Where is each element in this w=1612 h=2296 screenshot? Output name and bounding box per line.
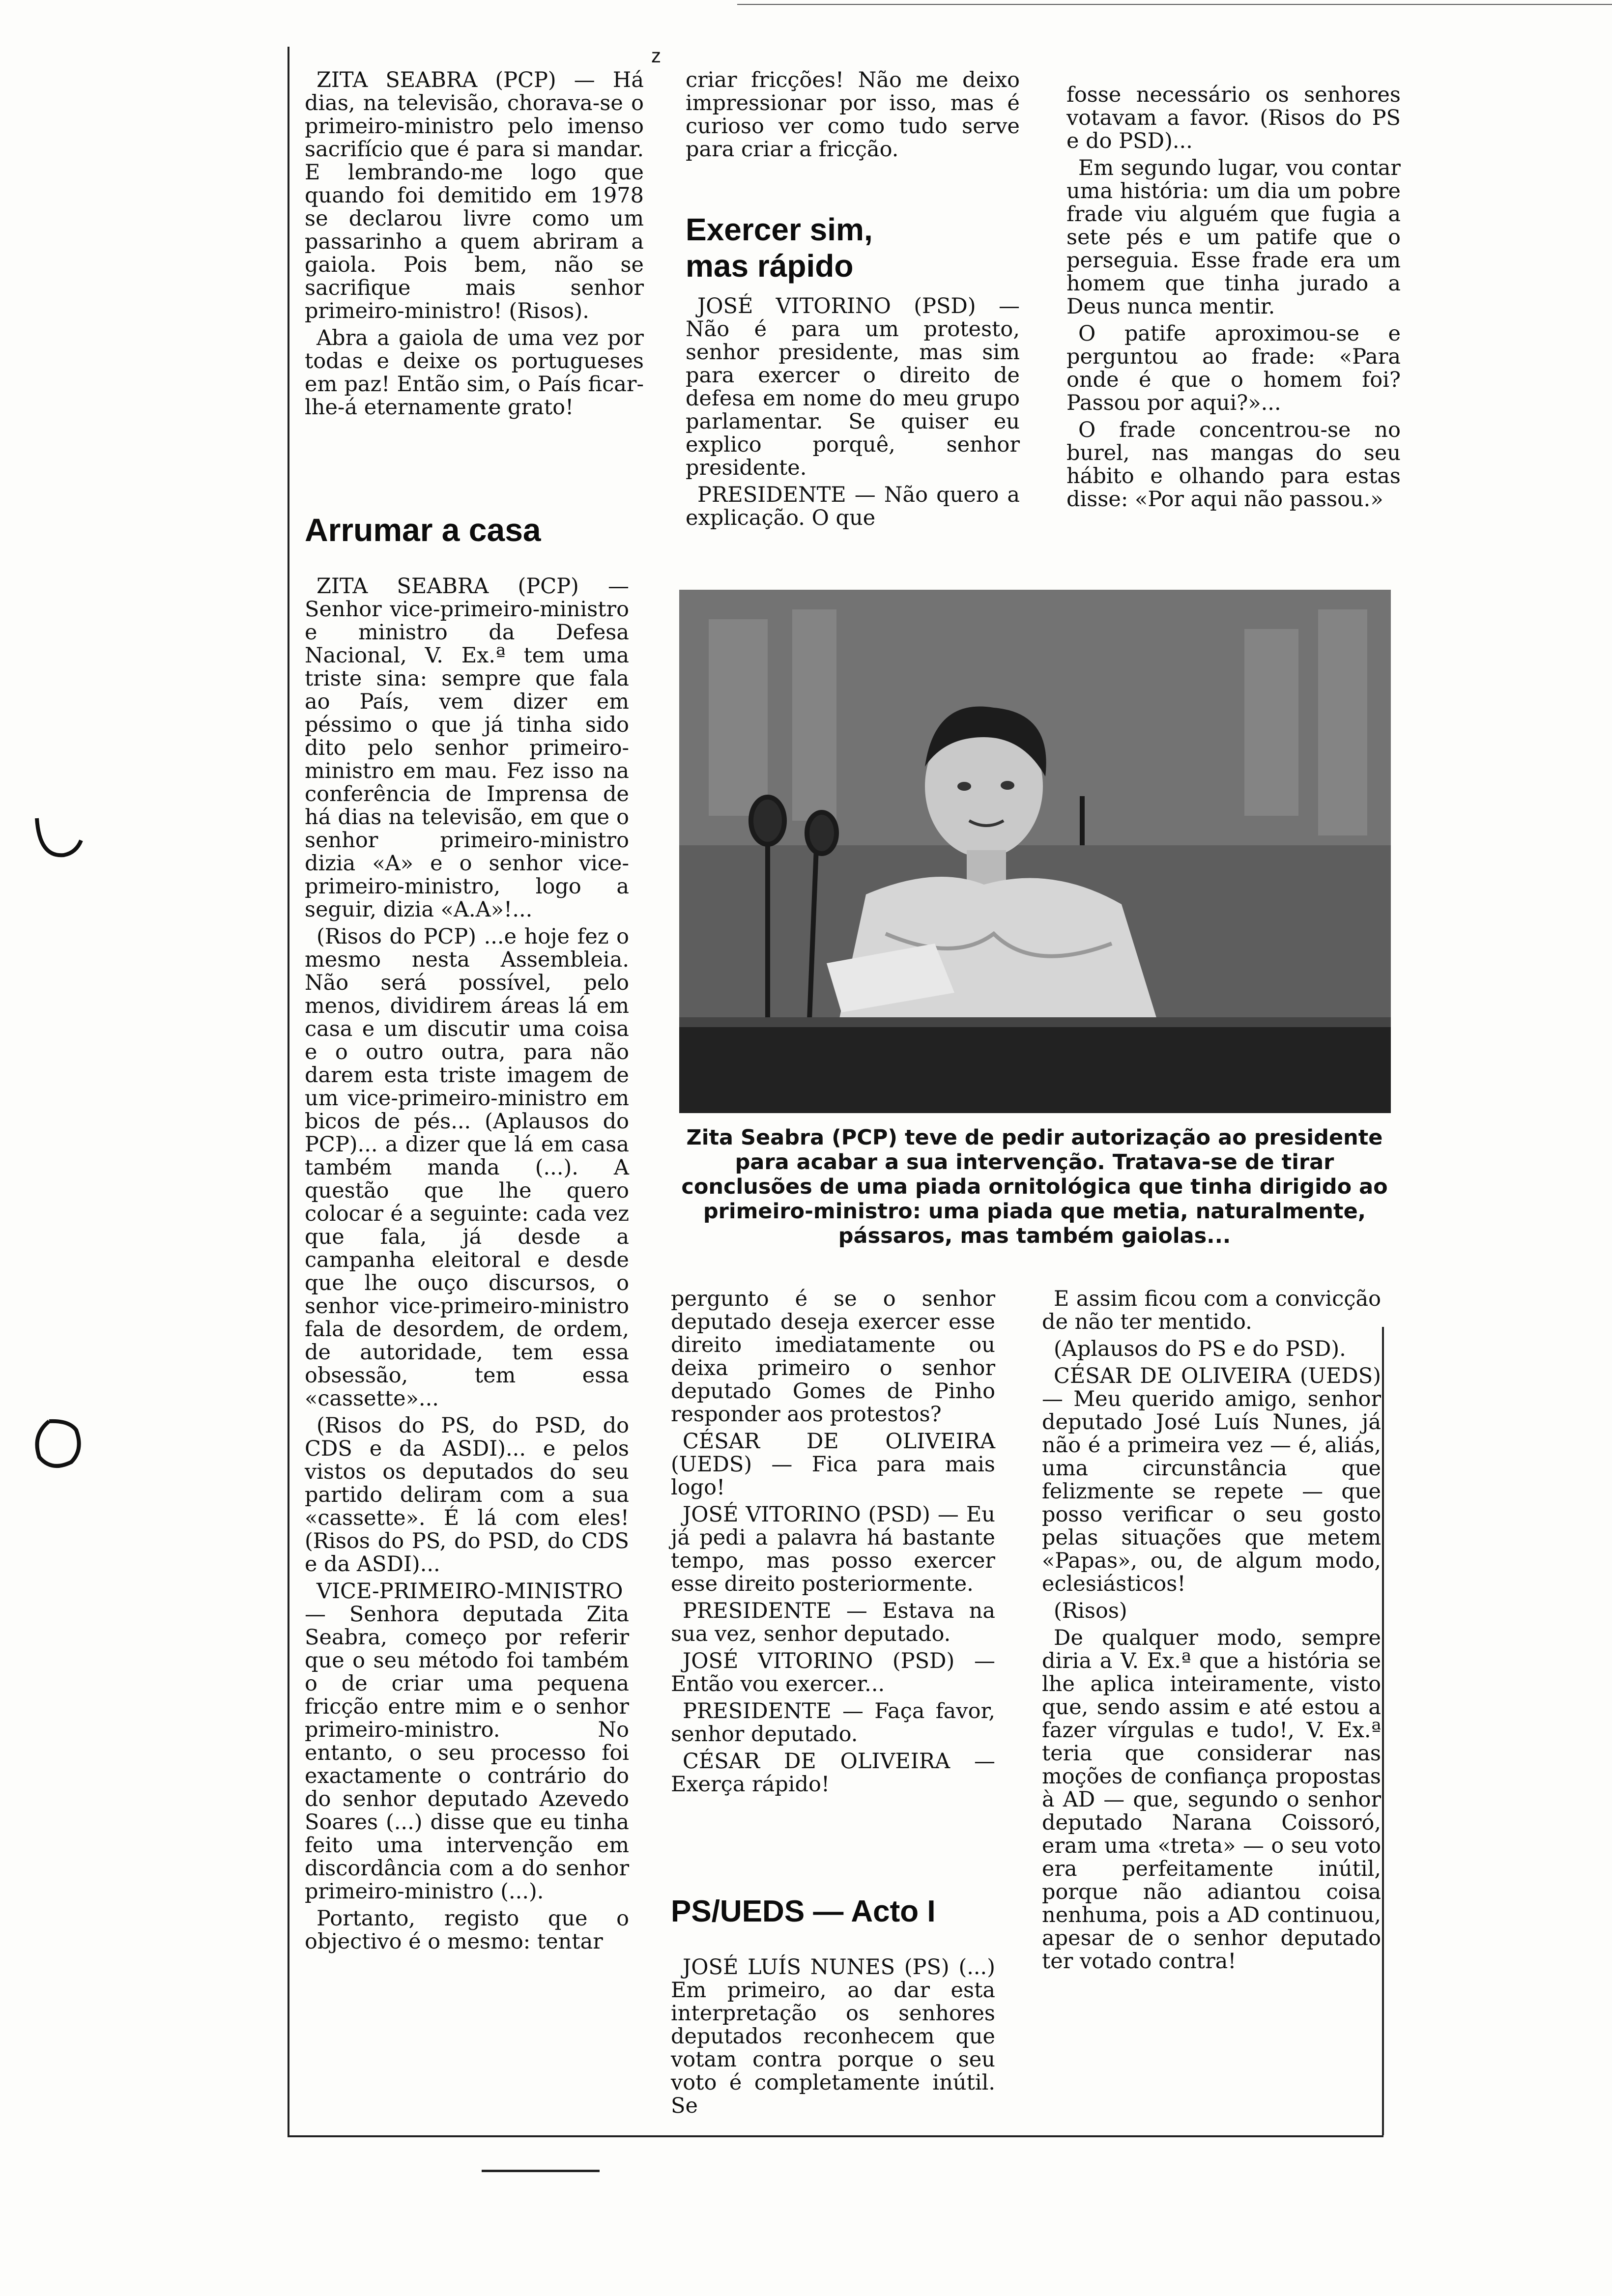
paragraph: JOSÉ VITORINO (PSD) — Então vou exercer...: [671, 1649, 995, 1696]
paragraph: O frade concentrou-se no burel, nas mangas do seu hábito e olhando para estas disse: «Por aqui não passou.»: [1066, 418, 1401, 512]
paragraph: PRESIDENTE — Não quero a explicação. O que: [686, 483, 1020, 530]
paragraph: criar fricções! Não me deixo impressionar por isso, mas é curioso ver como tudo serve para criar a fricção.: [686, 68, 1020, 162]
column-2-end-text: [671, 1956, 995, 2122]
heading-arrumar-a-casa: Arrumar a casa: [305, 512, 541, 548]
paragraph: JOSÉ VITORINO (PSD) — Não é para um protesto, senhor presidente, mas sim para exercer o direito de defesa em nome do meu grupo parlamentar. Se quiser eu explico porquê, senhor presidente.: [686, 294, 1020, 480]
paragraph: CÉSAR DE OLIVEIRA (UEDS) — Meu querido amigo, senhor deputado José Luís Nunes, já não é a primeira vez — é, aliás, uma circunstância que felizmente se repete — que posso verificar o seu gosto pelas situações que metem «Papas», ou, de algum modo, eclesiásticos!: [1042, 1364, 1381, 1596]
paragraph: De qualquer modo, sempre diria a V. Ex.ª que a história se lhe aplica inteiramente, visto que, sendo assim e até estou a fazer vírgulas e tudo!, V. Ex.ª teria que considerar nas moções de confiança propostas à AD — que, segundo o senhor deputado Narana Coissoró, eram uma «treta» — o seu voto era perfeitamente inútil, porque não adiantou coisa nenhuma, pois a AD continuou, apesar de o senhor deputado ter votado contra!: [1042, 1626, 1381, 1974]
column-1-body-text: [305, 575, 629, 1957]
paragraph: (Risos): [1054, 1599, 1127, 1623]
paragraph: CÉSAR DE OLIVEIRA (UEDS) — Fica para mais logo!: [671, 1429, 995, 1500]
bottom-rule: [288, 2135, 1383, 2137]
top-edge-line: [737, 4, 1612, 5]
paragraph: Em segundo lugar, vou contar uma história: um dia um pobre frade viu alguém que fugia a sete pés e um patife que o perseguia. Esse frade era um homem que tinha jurado a Deus nunca mentir.: [1066, 156, 1401, 319]
column-1-top-text: [305, 69, 644, 423]
paragraph: ZITA SEABRA (PCP) — Senhor vice-primeiro-ministro e ministro da Defesa Nacional, V. Ex.ª tem uma triste sina: sempre que fala ao País, vem dizer em péssimo o que já tinha sido dito pelo senhor primeiro-ministro em mau. Fez isso na conferência de Imprensa de há dias na televisão, em que o senhor primeiro-ministro dizia «A» e o senhor vice-primeiro-ministro, logo a seguir, dizia «A.A»!...: [305, 574, 629, 922]
news-photo-zita-seabra: [679, 590, 1391, 1113]
paragraph: E assim ficou com a convicção de não ter mentido.: [1042, 1287, 1381, 1334]
paragraph: PRESIDENTE — Estava na sua vez, senhor deputado.: [671, 1599, 995, 1646]
paragraph: PRESIDENTE — Faça favor, senhor deputado.: [671, 1699, 995, 1747]
heading-ps-ueds-acto-i: PS/UEDS — Acto I: [671, 1894, 936, 1928]
paragraph: O patife aproximou-se e perguntou ao frade: «Para onde é que o homem foi? Passou por aqui?»...: [1066, 321, 1401, 415]
column-2-bottom-text: [671, 1288, 995, 1800]
paragraph: VICE-PRIMEIRO-MINISTRO — Senhora deputada Zita Seabra, começo por referir que o seu método foi também o de criar uma pequena fricção entre mim e o senhor primeiro-ministro. No entanto, o seu processo foi exactamente o contrário do do senhor deputado Azevedo Soares (...) disse que eu tinha feito uma intervenção em discordância com a do senhor primeiro-ministro (...).: [305, 1579, 629, 1904]
paragraph: Portanto, registo que o objectivo é o mesmo: tentar: [305, 1906, 629, 1954]
paragraph: ZITA SEABRA (PCP) — Há dias, na televisão, chorava-se o primeiro-ministro pelo imenso sacrifício que é para si mandar. E lembrando-me logo que quando foi demitido em 1978 se declarou livre como um passarinho a quem abriram a gaiola. Pois bem, não se sacrifique mais senhor primeiro-ministro! (Risos).: [305, 68, 644, 323]
paragraph: pergunto é se o senhor deputado deseja exercer esse direito imediatamente ou deixa primeiro o senhor deputado Gomes de Pinho responder aos protestos?: [671, 1287, 995, 1427]
paragraph: JOSÉ LUÍS NUNES (PS) (...) Em primeiro, ao dar esta interpretação os senhores deputados reconhecem que votam contra porque o seu voto é completamente inútil. Se: [671, 1955, 995, 2118]
left-margin-rule: [288, 47, 289, 2135]
heading-exercer-sim-mas-rapido: Exercer sim, mas rápido: [686, 212, 873, 284]
bottom-scrap-rule: [482, 2170, 600, 2172]
binder-hole-mark-lower: [29, 1415, 84, 1474]
paragraph: (Aplausos do PS e do PSD).: [1054, 1337, 1346, 1361]
column-2-top-text: [686, 69, 1020, 165]
paragraph: (Risos do PCP) ...e hoje fez o mesmo nesta Assembleia. Não será possível, pelo menos, dividirem áreas lá em casa e um discutir uma coisa e o outro outra, para não darem esta triste imagem de um vice-primeiro-ministro em bicos de pés... (Aplausos do PCP)... a dizer que lá em casa também manda (...). A questão que lhe quero colocar é a seguinte: cada vez que fala, já desde a campanha eleitoral e desde que lhe ouço discursos, o senhor vice-primeiro-ministro fala de desordem, de ordem, de autoridade, tem essa obsessão, tem essa «cassette»...: [305, 924, 629, 1411]
right-margin-rule: [1382, 1327, 1384, 2135]
binder-hole-mark-upper: [29, 811, 84, 870]
paragraph: fosse necessário os senhores votavam a favor. (Risos do PS e do PSD)...: [1066, 83, 1401, 153]
paragraph: (Risos do PS, do PSD, do CDS e da ASDI)... e pelos vistos os deputados do seu partido deliram com a sua «cassette». É lá com eles! (Risos do PS, do PSD, do CDS e da ASDI)...: [305, 1413, 629, 1577]
paragraph: JOSÉ VITORINO (PSD) — Eu já pedi a palavra há bastante tempo, mas posso exercer esse direito posteriormente.: [671, 1502, 995, 1596]
photo-scene: [679, 590, 1391, 1113]
paragraph: Abra a gaiola de uma vez por todas e deixe os portugueses em paz! Então sim, o País ficar-lhe-á eternamente grato!: [305, 326, 644, 420]
page-mark: z: [651, 45, 661, 67]
column-3-bottom-text: [1042, 1288, 1381, 1977]
paragraph: CÉSAR DE OLIVEIRA — Exerça rápido!: [671, 1749, 995, 1797]
column-3-top-text: [1066, 84, 1401, 515]
column-2-mid-text: [686, 295, 1020, 534]
photo-caption: Zita Seabra (PCP) teve de pedir autorização ao presidente para acabar a sua intervenção. Tratava-se de tirar conclusões de uma piada ornitológica que tinha dirigido ao primeiro-ministro: uma piada que metia, naturalmente, pássaros, mas também gaiolas...: [681, 1125, 1388, 1248]
